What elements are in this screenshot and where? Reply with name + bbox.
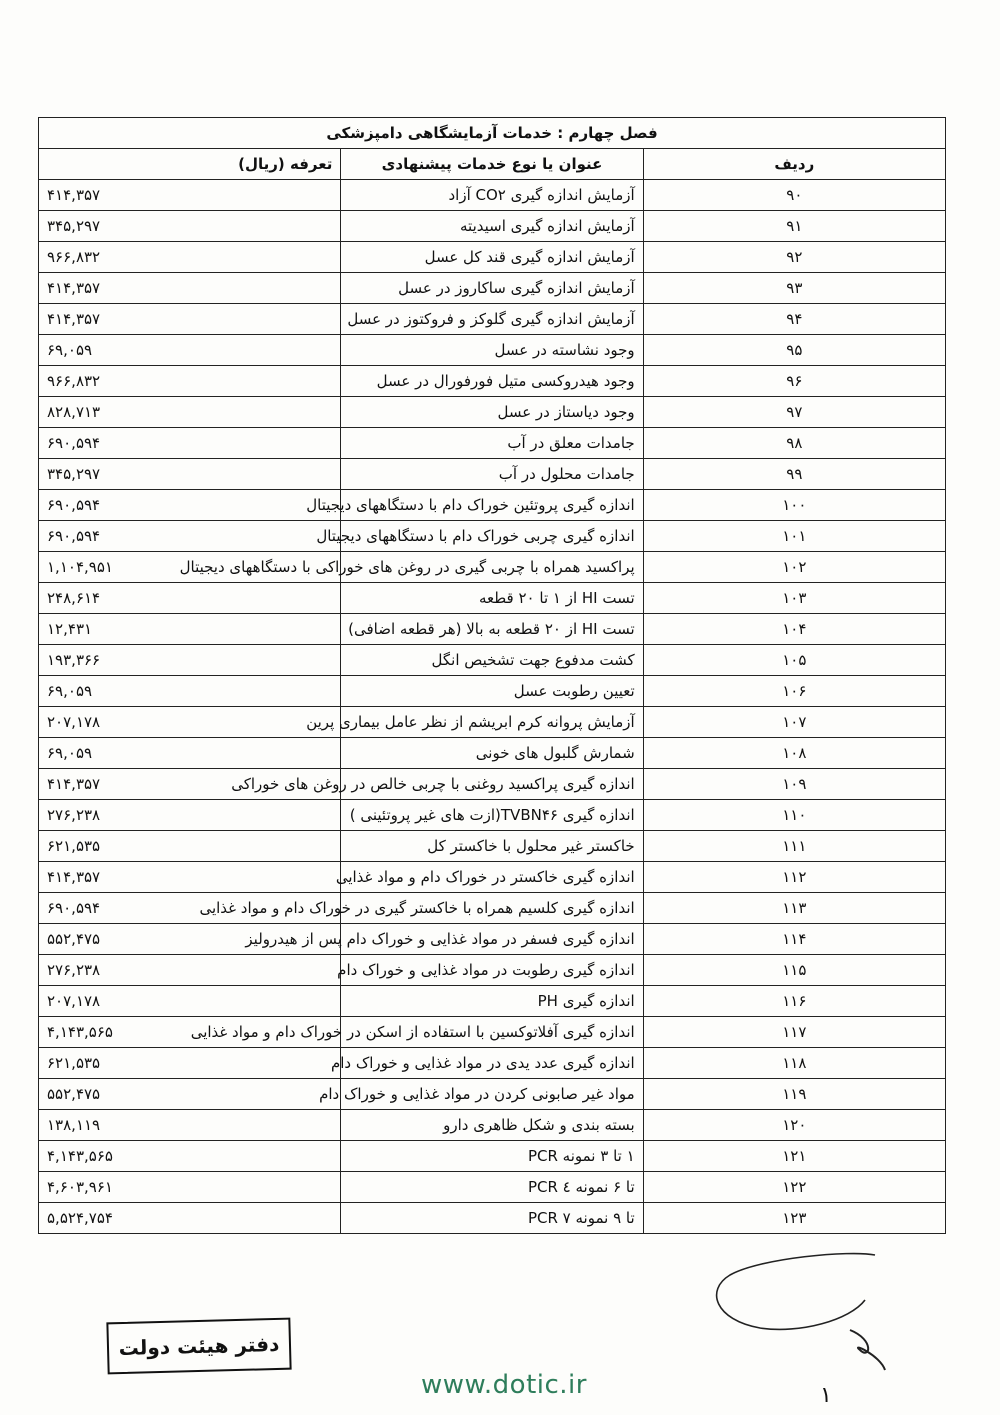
tariff-value: ۲۷۶,۲۳۸ <box>39 955 341 986</box>
tariff-value: ۱۲,۴۳۱ <box>39 614 341 645</box>
service-title: کشت مدفوع جهت تشخیص انگل <box>341 645 643 676</box>
tariff-value: ۵,۵۲۴,۷۵۴ <box>39 1203 341 1234</box>
service-title: اندازه گیری عدد یدی در مواد غذایی و خوراک دام <box>341 1048 643 1079</box>
tariff-value: ۲۰۷,۱۷۸ <box>39 986 341 1017</box>
service-title: وجود نشاسته در عسل <box>341 335 643 366</box>
row-number: ۱۰۱ <box>643 521 945 552</box>
service-title: آزمایش اندازه گیری CO۲ آزاد <box>341 180 643 211</box>
row-number: ۱۱۰ <box>643 800 945 831</box>
table-row <box>39 335 946 366</box>
tariff-value: ۱۳۸,۱۱۹ <box>39 1110 341 1141</box>
table-row <box>39 800 946 831</box>
row-number: ۱۰۹ <box>643 769 945 800</box>
tariff-value: ۳۴۵,۲۹۷ <box>39 459 341 490</box>
tariff-value: ۴۱۴,۳۵۷ <box>39 180 341 211</box>
table-row <box>39 521 946 552</box>
tariff-value: ۸۲۸,۷۱۳ <box>39 397 341 428</box>
tariff-value: ۶۲۱,۵۳۵ <box>39 1048 341 1079</box>
row-number: ۱۲۲ <box>643 1172 945 1203</box>
row-number: ۱۰۷ <box>643 707 945 738</box>
service-title: تست HI از ۲۰ قطعه به بالا (هر قطعه اضافی) <box>341 614 643 645</box>
service-title: تا ۹ نمونه ۷ PCR <box>341 1203 643 1234</box>
tariff-value: ۵۵۲,۴۷۵ <box>39 924 341 955</box>
service-title: پراکسید همراه با چربی گیری در روغن های خوراکی با دستگاههای دیجیتال <box>341 552 643 583</box>
service-title: جامدات محلول در آب <box>341 459 643 490</box>
tariff-value: ۳۴۵,۲۹۷ <box>39 211 341 242</box>
row-number: ۱۱۳ <box>643 893 945 924</box>
table-row <box>39 211 946 242</box>
row-number: ۹۸ <box>643 428 945 459</box>
table-row <box>39 366 946 397</box>
service-title: اندازه گیری پروتئین خوراک دام با دستگاههای دیجیتال <box>341 490 643 521</box>
table-row <box>39 986 946 1017</box>
tariff-value: ۶۲۱,۵۳۵ <box>39 831 341 862</box>
service-title: اندازه گیری رطوبت در مواد غذایی و خوراک دام <box>341 955 643 986</box>
tariff-value: ۲۷۶,۲۳۸ <box>39 800 341 831</box>
tariff-value: ۴,۶۰۳,۹۶۱ <box>39 1172 341 1203</box>
tariff-value: ۴۱۴,۳۵۷ <box>39 273 341 304</box>
tariff-value: ۶۹۰,۵۹۴ <box>39 521 341 552</box>
service-title: اندازه گیری چربی خوراک دام با دستگاههای دیجیتال <box>341 521 643 552</box>
table-row <box>39 862 946 893</box>
row-number: ۱۱۵ <box>643 955 945 986</box>
service-title: آزمایش اندازه گیری اسیدیته <box>341 211 643 242</box>
row-number: ۱۱۶ <box>643 986 945 1017</box>
service-title: مواد غیر صابونی کردن در مواد غذایی و خوراک دام <box>341 1079 643 1110</box>
table-row <box>39 1079 946 1110</box>
tariff-value: ۴۱۴,۳۵۷ <box>39 304 341 335</box>
row-number: ۱۱۷ <box>643 1017 945 1048</box>
tariff-value: ۵۵۲,۴۷۵ <box>39 1079 341 1110</box>
service-title: آزمایش پروانه کرم ابریشم از نظر عامل بیماری پرین <box>341 707 643 738</box>
table-row <box>39 893 946 924</box>
service-title: خاکستر غیر محلول با خاکستر کل <box>341 831 643 862</box>
header-row-number: ردیف <box>643 149 945 180</box>
service-title: جامدات معلق در آب <box>341 428 643 459</box>
tariff-value: ۴,۱۴۳,۵۶۵ <box>39 1017 341 1048</box>
service-title: تا ۶ نمونه ٤ PCR <box>341 1172 643 1203</box>
government-office-stamp: دفتر هیئت دولت <box>106 1318 291 1375</box>
tariff-value: ۶۹,۰۵۹ <box>39 676 341 707</box>
tariff-value: ۴۱۴,۳۵۷ <box>39 769 341 800</box>
table-row <box>39 552 946 583</box>
table-row <box>39 924 946 955</box>
table-row <box>39 304 946 335</box>
row-number: ۱۰۴ <box>643 614 945 645</box>
row-number: ۱۰۲ <box>643 552 945 583</box>
tariff-value: ۱,۱۰۴,۹۵۱ <box>39 552 341 583</box>
service-title: اندازه گیری پراکسید روغنی با چربی خالص در روغن های خوراکی <box>341 769 643 800</box>
tariff-value: ۱۹۳,۳۶۶ <box>39 645 341 676</box>
row-number: ۱۱۴ <box>643 924 945 955</box>
tariff-value: ۶۹۰,۵۹۴ <box>39 490 341 521</box>
service-title: اندازه گیری PH <box>341 986 643 1017</box>
table-row <box>39 428 946 459</box>
table-row <box>39 614 946 645</box>
page-number: ۱ <box>820 1383 832 1408</box>
table-row <box>39 1141 946 1172</box>
table-row <box>39 707 946 738</box>
row-number: ۹۹ <box>643 459 945 490</box>
row-number: ۱۱۱ <box>643 831 945 862</box>
table-row <box>39 1203 946 1234</box>
row-number: ۱۲۳ <box>643 1203 945 1234</box>
tariff-value: ۶۹۰,۵۹۴ <box>39 893 341 924</box>
row-number: ۱۰۶ <box>643 676 945 707</box>
row-number: ۱۱۲ <box>643 862 945 893</box>
service-title: تست HI از ۱ تا ۲۰ قطعه <box>341 583 643 614</box>
service-title: اندازه گیری کلسیم همراه با خاکستر گیری در خوراک دام و مواد غذایی <box>341 893 643 924</box>
table-row <box>39 490 946 521</box>
tariff-value: ۴,۱۴۳,۵۶۵ <box>39 1141 341 1172</box>
row-number: ۹۲ <box>643 242 945 273</box>
header-service-title: عنوان یا نوع خدمات پیشنهادی <box>341 149 643 180</box>
header-tariff: تعرفه (ریال) <box>39 149 341 180</box>
table-row <box>39 242 946 273</box>
tariff-value: ۶۹۰,۵۹۴ <box>39 428 341 459</box>
row-number: ۱۰۰ <box>643 490 945 521</box>
tariff-table <box>38 117 946 1234</box>
tariff-value: ۹۶۶,۸۳۲ <box>39 366 341 397</box>
row-number: ۹۶ <box>643 366 945 397</box>
website-link[interactable]: www.dotic.ir <box>421 1370 587 1400</box>
table-body <box>39 180 946 1234</box>
table-row <box>39 676 946 707</box>
row-number: ۹۰ <box>643 180 945 211</box>
row-number: ۱۱۸ <box>643 1048 945 1079</box>
service-title: اندازه گیری TVBN۴۶(ازت های غیر پروتئینی ) <box>341 800 643 831</box>
service-title: اندازه گیری خاکستر در خوراک دام و مواد غذایی <box>341 862 643 893</box>
table-row <box>39 769 946 800</box>
tariff-value: ۶۹,۰۵۹ <box>39 738 341 769</box>
table-row <box>39 1048 946 1079</box>
service-title: وجود هیدروکسی متیل فورفورال در عسل <box>341 366 643 397</box>
row-number: ۱۰۵ <box>643 645 945 676</box>
row-number: ۹۴ <box>643 304 945 335</box>
service-title: آزمایش اندازه گیری گلوکز و فروکتوز در عسل <box>341 304 643 335</box>
handwritten-circle-mark <box>700 1250 900 1400</box>
service-title: ۱ تا ۳ نمونه PCR <box>341 1141 643 1172</box>
service-title: آزمایش اندازه گیری ساکاروز در عسل <box>341 273 643 304</box>
row-number: ۹۳ <box>643 273 945 304</box>
tariff-value: ۴۱۴,۳۵۷ <box>39 862 341 893</box>
table-row <box>39 1172 946 1203</box>
row-number: ۹۷ <box>643 397 945 428</box>
service-title: اندازه گیری فسفر در مواد غذایی و خوراک دام پس از هیدرولیز <box>341 924 643 955</box>
service-title: بسته بندی و شکل ظاهری دارو <box>341 1110 643 1141</box>
tariff-value: ۹۶۶,۸۳۲ <box>39 242 341 273</box>
row-number: ۹۱ <box>643 211 945 242</box>
table-row <box>39 1110 946 1141</box>
row-number: ۱۱۹ <box>643 1079 945 1110</box>
table-row <box>39 831 946 862</box>
table-row <box>39 397 946 428</box>
table-row <box>39 645 946 676</box>
table-row <box>39 1017 946 1048</box>
service-title: وجود دیاستاز در عسل <box>341 397 643 428</box>
table-row <box>39 738 946 769</box>
row-number: ۱۰۸ <box>643 738 945 769</box>
service-title: تعیین رطوبت عسل <box>341 676 643 707</box>
row-number: ۱۲۱ <box>643 1141 945 1172</box>
table-row <box>39 583 946 614</box>
tariff-value: ۲۰۷,۱۷۸ <box>39 707 341 738</box>
row-number: ۹۵ <box>643 335 945 366</box>
row-number: ۱۰۳ <box>643 583 945 614</box>
service-title: اندازه گیری آفلاتوکسین با استفاده از اسکن در خوراک دام و مواد غذایی <box>341 1017 643 1048</box>
service-title: آزمایش اندازه گیری قند کل عسل <box>341 242 643 273</box>
tariff-value: ۶۹,۰۵۹ <box>39 335 341 366</box>
row-number: ۱۲۰ <box>643 1110 945 1141</box>
table-row <box>39 273 946 304</box>
service-title: شمارش گلبول های خونی <box>341 738 643 769</box>
chapter-title: فصل چهارم : خدمات آزمایشگاهی دامپزشکی <box>39 118 946 149</box>
tariff-value: ۲۴۸,۶۱۴ <box>39 583 341 614</box>
table-row <box>39 459 946 490</box>
table-row <box>39 180 946 211</box>
table-row <box>39 955 946 986</box>
